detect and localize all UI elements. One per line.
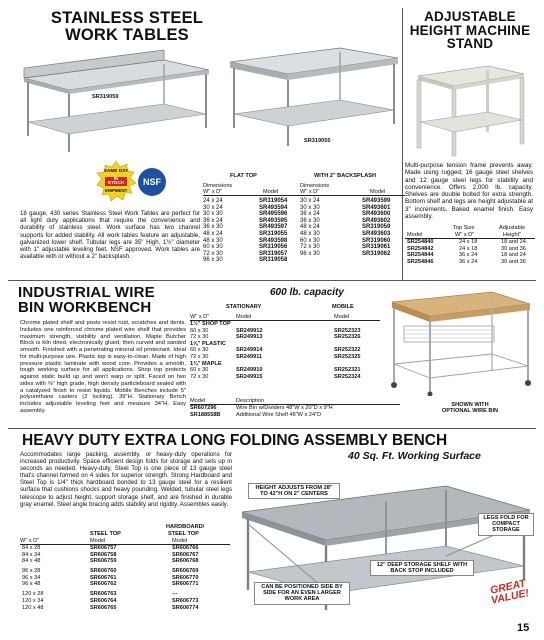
table-cell-hardboard-model: --- — [172, 591, 178, 598]
table-row — [405, 239, 535, 246]
table-cell-size: 72 x 30 — [190, 334, 209, 341]
table-cell-size: 120 x 48 — [22, 604, 44, 611]
table-cell-hardboard-model: SR606771 — [172, 581, 199, 588]
table-cell-dimension: 48 x 24 — [203, 230, 223, 237]
table-group-header: 1¾" MAPLE — [190, 360, 222, 367]
table-cell-dimension: 30 x 24 — [203, 204, 223, 211]
table-cell-size: 96 x 34 — [22, 574, 41, 581]
table-row — [20, 581, 230, 588]
table-cell-size: 96 x 28 — [22, 568, 41, 575]
table-cell-model: SR319055 — [259, 230, 288, 237]
flat-top-table: Dimensions W" x D" Model 24 x 24 30 x 24 30 x 30 36 x 24 36 x 30 48 x 24 48 x 30 60 x 30 72 x 30 96 x 30 SR319054 SR493594 SR495596 SR493595 SR493597 SR319055 SR493598 SR319056 SR319057 SR319058 — [203, 183, 303, 196]
table-cell-steel-model: SR606761 — [90, 574, 117, 581]
table-cell-height: 30 and 36 — [501, 245, 526, 252]
table-row — [405, 252, 535, 259]
table-row — [20, 568, 230, 575]
table-cell-model: SR493595 — [259, 217, 288, 224]
page-number: 15 — [517, 622, 530, 634]
wire-capacity: 600 lb. capacity — [270, 287, 344, 298]
table-cell-steel-model: SR606759 — [90, 558, 117, 565]
table-cell-model: SR254846 — [407, 258, 434, 265]
table-cell-dimension: 36 x 24 — [300, 211, 320, 218]
table-cell-size: 72 x 30 — [190, 353, 209, 360]
backsplash-label: WITH 2" BACKSPLASH — [314, 173, 377, 179]
table-cell-steel-model: SR606757 — [90, 545, 117, 551]
bs-dims-col — [300, 198, 355, 257]
folding-subtitle: 40 Sq. Ft. Working Surface — [348, 450, 481, 462]
table-cell-size: 60 x 30 — [190, 347, 209, 354]
table-cell-hardboard-model: SR606767 — [172, 551, 199, 558]
table-cell-model: SR493599 — [362, 198, 391, 204]
table-row — [190, 405, 400, 412]
table-cell-dimension: 60 x 30 — [300, 237, 320, 244]
table-cell-mobile-model: SR252326 — [334, 334, 361, 341]
table-row — [190, 374, 380, 381]
table-cell-stationary-model: SR249910 — [236, 367, 263, 374]
table-cell-dimension: 96 x 30 — [203, 257, 223, 264]
table-row — [190, 328, 380, 335]
table-cell-size: 120 x 28 — [22, 591, 44, 598]
wire-title: INDUSTRIAL WIRE BIN WORKBENCH — [18, 284, 155, 316]
image-label-sr319055: SR319055 — [304, 138, 331, 144]
table-cell-dimension: 30 x 30 — [300, 204, 320, 211]
image-label-sr319059: SR319059 — [92, 94, 119, 100]
table-cell-size: 84 x 34 — [22, 551, 41, 558]
table-cell-model: SR319062 — [362, 250, 391, 257]
table-cell-size: 36 x 24 — [459, 258, 478, 265]
table-group-header: 1⅝" PLASTIC — [190, 340, 226, 347]
same-day-shipment-badge: SAME DAY IN STOCK SHIPMENT — [95, 160, 137, 202]
table-row — [20, 558, 230, 565]
table-row — [405, 259, 535, 266]
legs-fold-label: LEGS FOLD FOR COMPACT STORAGE — [478, 513, 534, 536]
stainless-table-backsplash-image — [14, 48, 214, 158]
table-cell-hardboard-model: SR606770 — [172, 574, 199, 581]
table-cell-dimension: 72 x 30 — [203, 250, 223, 257]
table-cell-stationary-model: SR249911 — [236, 353, 263, 360]
flat-top-label: FLAT TOP — [230, 173, 257, 179]
table-cell-size: 60 x 30 — [190, 327, 209, 334]
table-cell-model: SR319060 — [362, 237, 391, 244]
side-by-side-label: CAN BE POSITIONED SIDE BY SIDE FOR AN EVEN LARGER WORK AREA — [254, 582, 350, 605]
flat-models-col — [259, 198, 304, 264]
table-cell-size: 120 x 34 — [22, 597, 44, 604]
table-cell-steel-model: SR606758 — [90, 551, 117, 558]
table-cell-stationary-model: SR249914 — [236, 347, 263, 354]
table-row — [20, 575, 230, 582]
table-cell-height: 18 and 24 — [501, 239, 526, 245]
storage-shelf-label: 12" DEEP STORAGE SHELF WITH BACK STOP INCLUDED — [370, 560, 474, 576]
table-cell-hardboard-model: SR606769 — [172, 568, 199, 575]
table-cell-model: SR254842 — [407, 245, 434, 252]
table-cell-dimension: 30 x 30 — [203, 211, 223, 218]
stainless-description: 18 gauge, 430 series Stainless Steel Work Tables are perfect for all light duty applications that require the convenience and durability of stainless steel. Work surface has two channel supports for added stability. All work tables feature an adjustable, galvanized lower shelf. Tubular legs are 35" High, 1½" diameter with 1" adjustable leveling feet. NSF approved. Work tables are available with or without a 2" backsplash. — [20, 210, 200, 261]
wire-accessories-table: Model Description SR607296 Wire Bin w/Dividers 48"W x 20"D x 9"H SR188558B Additional Wire Shelf 48"W x 24"D — [190, 398, 400, 418]
table-cell-dimension: 36 x 30 — [203, 224, 223, 231]
machine-stand-title: ADJUSTABLE HEIGHT MACHINE STAND — [409, 9, 531, 51]
table-cell-model: SR319058 — [259, 257, 288, 264]
table-cell-mobile-model: SR252321 — [334, 367, 361, 374]
table-cell-hardboard-model: SR606768 — [172, 558, 199, 565]
bs-models-col — [362, 198, 407, 257]
machine-stand-image — [412, 60, 530, 158]
table-cell-hardboard-model: SR606773 — [172, 597, 199, 604]
table-cell-model: SR254844 — [407, 252, 434, 259]
table-cell-size: 24 x 18 — [459, 245, 478, 252]
table-row — [190, 347, 380, 354]
section-divider-2 — [8, 428, 536, 429]
stainless-title: STAINLESS STEEL WORK TABLES — [50, 9, 204, 44]
table-cell-model: SR495596 — [259, 211, 288, 218]
height-adjusts-label: HEIGHT ADJUSTS FROM 28" TO 42"H ON 2" CENTERS — [248, 483, 340, 499]
machine-stand-table: Top Size Adjustable Model W" x D" Height" SR254840 24 x 18 18 and 24 SR254842 24 x 18 30 and 36 SR254844 36 x 24 18 and 24 SR254846 36 x 24 30 and 36 — [405, 225, 535, 265]
table-cell-dimension: 24 x 24 — [203, 198, 223, 204]
table-cell-mobile-model: SR252325 — [334, 353, 361, 360]
table-cell-hardboard-model: SR606774 — [172, 604, 199, 611]
table-cell-hardboard-model: SR606766 — [172, 545, 199, 551]
table-cell-size: 24 x 18 — [459, 239, 478, 245]
table-cell-size: 84 x 28 — [22, 545, 41, 551]
table-cell-mobile-model: SR252322 — [334, 347, 361, 354]
table-cell-model: SR319057 — [259, 250, 288, 257]
table-row — [20, 598, 230, 605]
table-cell-steel-model: SR606764 — [90, 597, 117, 604]
table-cell-stationary-model: SR249915 — [236, 373, 263, 380]
backsplash-table: Dimensions W" x D" Model 30 x 24 30 x 30 36 x 24 36 x 30 48 x 24 48 x 30 60 x 30 72 x 30 96 x 30 SR493599 SR493601 SR493600 SR493602 SR319059 SR493603 SR319060 SR319061 SR319062 — [300, 183, 405, 196]
table-cell-steel-model: SR606763 — [90, 591, 117, 598]
wire-model-table: STATIONARY MOBILE W" x D" Model Model 1½" SHOP TOP 60 x 30 SR249912 SR252323 72 x 30 SR249913 SR252326 1⅝" PLASTIC 60 x 30 SR249914 SR252322 72 x 30 SR249911 SR252325 1¾" MAPLE 60 x 30 SR249910 SR252321 72 x 30 SR249915 SR252324 — [190, 304, 380, 380]
table-cell-steel-model: SR606760 — [90, 568, 117, 575]
table-row — [20, 552, 230, 559]
table-cell-model: SR188558B — [190, 411, 221, 418]
table-cell-model: SR319061 — [362, 244, 391, 251]
table-cell-model: SR493603 — [362, 230, 391, 237]
table-cell-size: 72 x 30 — [190, 373, 209, 380]
table-cell-description: Additional Wire Shelf 48"W x 24"D — [236, 411, 322, 418]
table-cell-dimension: 72 x 30 — [300, 244, 320, 251]
table-cell-steel-model: SR606765 — [90, 604, 117, 611]
table-row — [405, 246, 535, 253]
table-cell-size: 60 x 30 — [190, 367, 209, 374]
table-row — [190, 367, 380, 374]
table-cell-dimension: 60 x 30 — [203, 244, 223, 251]
table-cell-model: SR493602 — [362, 217, 391, 224]
table-cell-height: 30 and 36 — [501, 258, 526, 265]
table-cell-size: 36 x 24 — [459, 252, 478, 259]
table-row — [190, 354, 380, 361]
table-cell-steel-model: SR606762 — [90, 581, 117, 588]
table-cell-dimension: 48 x 24 — [300, 224, 320, 231]
table-cell-model: SR319056 — [259, 244, 288, 251]
table-cell-model: SR493600 — [362, 211, 391, 218]
table-cell-model: SR319059 — [362, 224, 391, 231]
table-cell-mobile-model: SR252324 — [334, 373, 361, 380]
nsf-logo: NSF — [138, 168, 166, 196]
machine-stand-description: Multi-purpose tension frame prevents away. Made using rugged, 16 gauge steel shelves and 12 gauge steel legs for stability and convenience. Offers 2,000 lb. capacity. Shelves are double bolted for extra strength. Bottom shelf and legs are height adjustable at 3" increments. Baked enamel finish. Easy assembly. — [405, 162, 533, 221]
wire-workbench-image — [384, 286, 534, 396]
table-cell-height: 18 and 24 — [501, 252, 526, 259]
wire-description: Chrome plated shelf and posts resist rust, scratches and dents. Includes one reinforced chrome plated wire shelf that provides maximum strength, visibility and ventilation. Maple Butcher Block is kiln dried, electronically glued, then curved and sanded smooth. Finished with a penetrating mineral oil protectant. Ideal for multi-purpose use. Plastic top is easy-to-clean. Made of high pressure plastic laminate with wood core. Provides a smooth, tough working surface for all applications. Shop top protects against static build up and won't warp or split. Faced on two sides with ⅝" high grade, high density particleboard sealed with a catalyzed finish to resist liquids. Mobile Benches include 5" polyurethane casters (2 locking). 39"H. Stationary Bench includes adjustable leveling feet and measure 34"H. Easy assembly. — [20, 320, 186, 414]
table-cell-model: SR493597 — [259, 224, 288, 231]
table-cell-model: SR254840 — [407, 239, 434, 245]
table-cell-dimension: 36 x 30 — [300, 217, 320, 224]
folding-model-table: HARDBOARD/ STEEL TOP STEEL TOP W" x D" Model Model 84 x 28 SR606757 SR606766 84 x 34 SR606758 SR606767 84 x 48 SR606759 SR606768 96 x 28 SR606760 SR606769 96 x 34 SR606761 SR606770 96 x 48 SR606762 SR606771 120 x 28 SR606763 --- 120 x 34 SR606764 SR606773 120 x 48 SR606765 SR606774 — [20, 524, 230, 614]
table-cell-size: 96 x 48 — [22, 581, 41, 588]
table-cell-stationary-model: SR249912 — [236, 327, 263, 334]
table-cell-dimension: 36 x 24 — [203, 217, 223, 224]
table-cell-dimension: 48 x 30 — [300, 230, 320, 237]
table-cell-dimension: 96 x 30 — [300, 250, 320, 257]
wire-image-caption: SHOWN WITH OPTIONAL WIRE BIN — [441, 402, 499, 415]
table-row — [20, 545, 230, 552]
table-row — [20, 605, 230, 612]
table-cell-model: SR493594 — [259, 204, 288, 211]
table-row — [20, 591, 230, 598]
table-cell-model: SR493601 — [362, 204, 391, 211]
table-cell-model: SR607296 — [190, 405, 217, 411]
table-cell-model: SR319054 — [259, 198, 288, 204]
table-cell-dimension: 48 x 30 — [203, 237, 223, 244]
table-cell-stationary-model: SR249913 — [236, 334, 263, 341]
folding-title: HEAVY DUTY EXTRA LONG FOLDING ASSEMBLY BENCH — [22, 432, 448, 449]
folding-description: Accommodates large packing, assembly, or heavy-duty operations for increased productivity. Space efficient design folds for storage and sets up in seconds as needed. Heavy-duty, Steel Top is one piece of 13 gauge steel that's channel formed on 4 sides for superior strength. Strong Hardboard and Steel Top is 1/4" thick hardboard bonded to 13 gauge steel for a resilient surface that cushions shocks and heavy pounding. Welded, tubular steel legs telescope to adjust height, support storage shelf, and are finished in durable gray enamel. Steel angle bracing adds stability and rigidity. Assembles easily. — [20, 451, 232, 508]
section-divider-1 — [8, 280, 536, 281]
table-row — [190, 412, 400, 419]
table-cell-dimension: 30 x 24 — [300, 198, 320, 204]
table-cell-description: Wire Bin w/Dividers 48"W x 20"D x 9"H — [236, 405, 333, 411]
table-cell-size: 84 x 48 — [22, 558, 41, 565]
flat-dims-col — [203, 198, 258, 264]
table-cell-model: SR493598 — [259, 237, 288, 244]
column-divider — [402, 8, 403, 280]
table-cell-mobile-model: SR252323 — [334, 327, 361, 334]
table-row — [190, 334, 380, 341]
great-value-callout: GREAT VALUE! — [489, 577, 531, 607]
table-group-header: 1½" SHOP TOP — [190, 321, 231, 327]
